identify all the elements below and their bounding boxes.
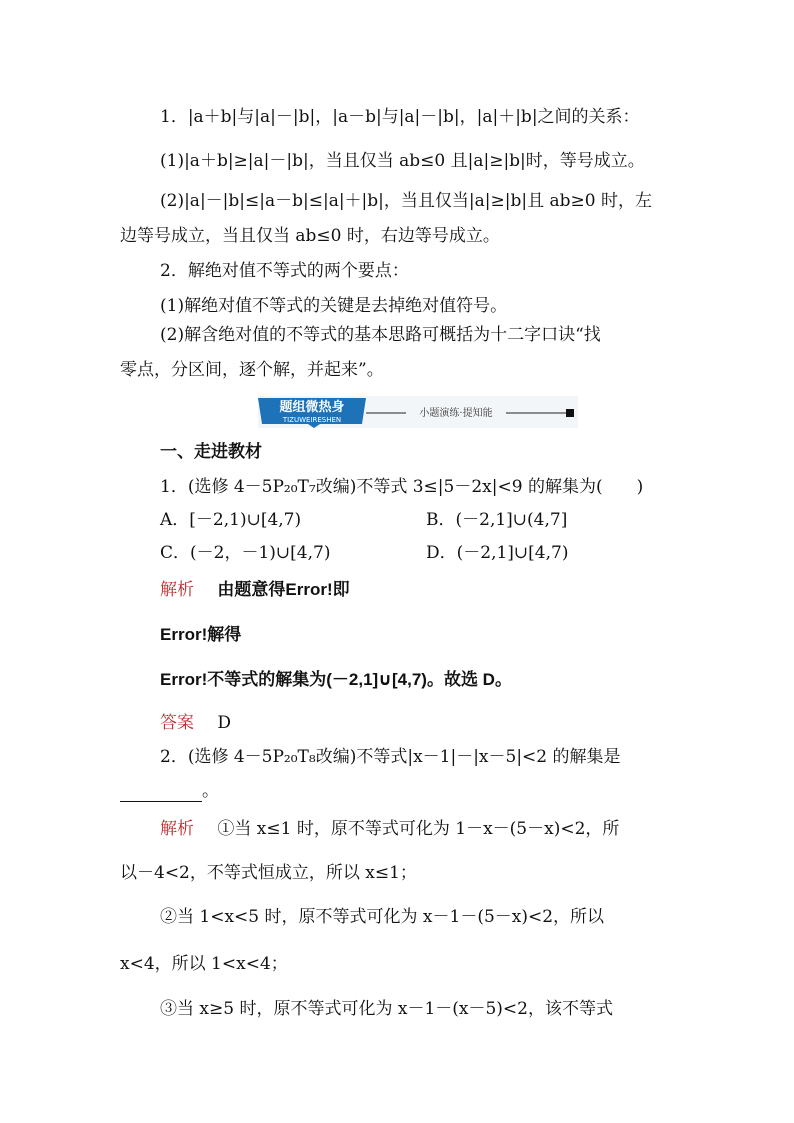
solution-line xyxy=(160,818,619,840)
option-c: C．(－2，－1)∪[4,7) xyxy=(160,543,331,563)
solution-text: ①当 x≤1 时，原不等式可化为 1－x－(5－x)<2，所 xyxy=(217,819,620,839)
solution-line: ③当 x≥5 时，原不等式可化为 x－1－(x－5)<2，该不等式 xyxy=(160,999,613,1019)
solution-line: x<4，所以 1<x<4； xyxy=(120,954,288,974)
daan-label: 答案 xyxy=(160,713,194,733)
solution-line: Error!解得 xyxy=(160,625,242,644)
answer-value: D xyxy=(217,713,232,733)
question-stem: 1．(选修 4－5P₂₀T₇改编)不等式 3≤|5－2x|<9 的解集为( ) xyxy=(160,477,644,497)
solution-line: 以－4<2，不等式恒成立，所以 x≤1； xyxy=(120,863,417,883)
solution-line: ②当 1<x<5 时，原不等式可化为 x－1－(5－x)<2，所以 xyxy=(160,907,605,927)
text-line: 2．解绝对值不等式的两个要点： xyxy=(160,261,409,281)
section-heading: 一、走进教材 xyxy=(160,442,262,461)
text-line: 零点，分区间，逐个解，并起来”。 xyxy=(120,360,384,380)
solution-line xyxy=(160,579,350,601)
jiexi-label: 解析 xyxy=(160,580,194,600)
section-banner xyxy=(258,396,578,428)
answer-line xyxy=(160,712,231,734)
text-line: 1．|a＋b|与|a|－|b|，|a－b|与|a|－|b|，|a|＋|b|之间的关系： xyxy=(160,107,640,127)
banner-subtitle: 小题演练·提知能 xyxy=(419,408,493,419)
text-line: (1)解绝对值不等式的关键是去掉绝对值符号。 xyxy=(160,296,508,316)
text-line: 边等号成立，当且仅当 ab≤0 时，右边等号成立。 xyxy=(120,226,500,246)
text-line: (1)|a＋b|≥|a|－|b|，当且仅当 ab≤0 且|a|≥|b|时，等号成立。 xyxy=(160,151,645,171)
option-a: A．[－2,1)∪[4,7) xyxy=(160,510,302,530)
option-d: D．(－2,1]∪[4,7) xyxy=(426,543,569,563)
jiexi-label: 解析 xyxy=(160,819,194,839)
text-line: (2)解含绝对值的不等式的基本思路可概括为十二字口诀“找 xyxy=(160,325,601,345)
answer-blank-line xyxy=(120,780,219,802)
blank-suffix: 。 xyxy=(202,781,219,801)
solution-text: 由题意得Error!即 xyxy=(217,580,350,599)
question-stem: 2．(选修 4－5P₂₀T₈改编)不等式|x－1|－|x－5|<2 的解集是 xyxy=(160,747,621,767)
option-b: B．(－2,1]∪(4,7] xyxy=(426,510,568,530)
solution-line: Error!不等式的解集为(－2,1]∪[4,7)。故选 D。 xyxy=(160,670,512,689)
banner-pinyin: TIZUWEIRESHEN xyxy=(282,416,342,424)
text-line: (2)|a|－|b|≤|a－b|≤|a|＋|b|，当且仅当|a|≥|b|且 ab≥0 时，左 xyxy=(160,191,652,211)
banner-title: 题组微热身 xyxy=(279,400,345,415)
answer-blank xyxy=(120,783,202,802)
